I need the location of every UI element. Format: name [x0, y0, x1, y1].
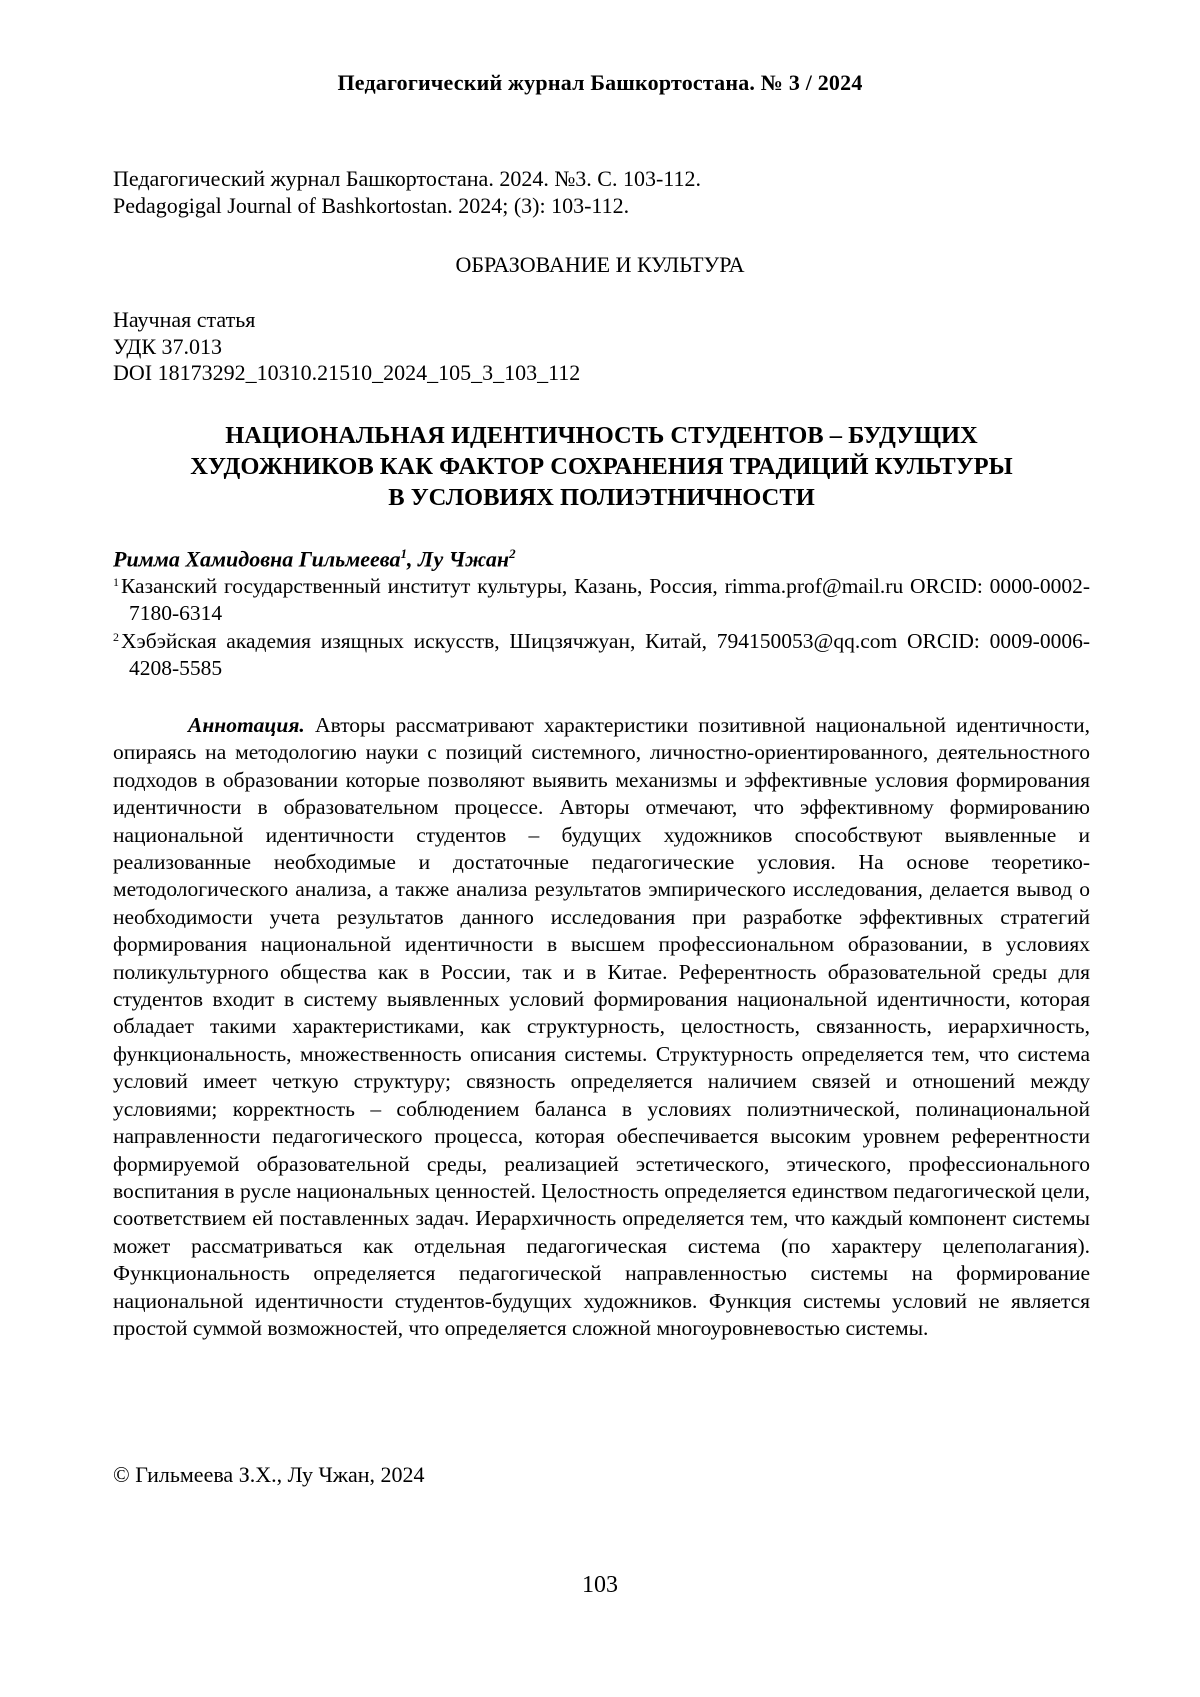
- affiliation-text: Казанский государственный институт культуры, Казань, Россия, rimma.prof@mail.ru ORCID: 0000-0002-7180-6314: [121, 574, 1090, 625]
- abstract-text: Авторы рассматривают характеристики позитивной национальной идентичности, опираясь на методологию науки с позиций системного, личностно-ориентированного, деятельностного подходов в образовании которые позволяют выявить механизмы и эффективные условия формирования идентичности в образовательном процессе. Авторы отмечают, что эффективному формированию национальной идентичности студентов – будущих художников способствуют выявленные и реализованные необходимые и достаточные педагогические условия. На основе теоретико-методологического анализа, а также анализа результатов эмпирического исследования, делается вывод о необходимости учета результатов данного исследования при разработке эффективных стратегий формирования национальной идентичности в высшем профессиональном образовании, в условиях поликультурного общества как в России, так и в Китае. Референтность образовательной среды для студентов входит в систему выявленных условий формирования национальной идентичности, которая обладает такими характеристиками, как структурность, целостность, связанность, иерархичность, функциональность, множественность описания системы. Структурность определяется тем, что система условий имеет четкую структуру; связность определяется наличием связей и отношений между условиями; корректность – соблюдением баланса в условиях полиэтнической, полинациональной направленности педагогического процесса, которая обеспечивается высоким уровнем референтности формируемой образовательной среды, реализацией эстетического, этического, профессионального воспитания в русле национальных ценностей. Целостность определяется единством педагогической цели, соответствием ей поставленных задач. Иерархичность определяется тем, что каждый компонент системы может рассматриваться как отдельная педагогическая система (по характеру целеполагания). Функциональность определяется педагогической направленностью системы на формирование национальной идентичности студентов-будущих художников. Функция системы условий не является простой суммой возможностей, что определяется сложной многоуровневостью системы.: [113, 713, 1090, 1340]
- copyright: © Гильмеева З.Х., Лу Чжан, 2024: [113, 1462, 1090, 1489]
- citation-ru: Педагогический журнал Башкортостана. 2024. №3. С. 103-112.: [113, 166, 1090, 193]
- author-name: Римма Хамидовна Гильмеева: [113, 546, 400, 571]
- author-affil-mark: 2: [509, 546, 516, 561]
- affiliation-2: [113, 624, 1090, 681]
- affiliation-mark: 1: [113, 575, 119, 589]
- affiliation-mark: 2: [113, 630, 119, 644]
- page-number: 103: [0, 1572, 1200, 1599]
- article-meta: [113, 307, 1090, 387]
- article-type: Научная статья: [113, 307, 1090, 334]
- affiliation-text: Хэбэйская академия изящных искусств, Шицзячжуан, Китай, 794150053@qq.com ORCID: 0009-0006-4208-5585: [121, 629, 1090, 680]
- udc-code: УДК 37.013: [113, 334, 1090, 361]
- author-name: Лу Чжан: [418, 546, 509, 571]
- title-line: В УСЛОВИЯХ ПОЛИЭТНИЧНОСТИ: [113, 482, 1090, 513]
- document-page: [0, 0, 1200, 1697]
- section-heading: ОБРАЗОВАНИЕ И КУЛЬТУРА: [0, 252, 1200, 278]
- citation-block: [113, 166, 1090, 219]
- article-title: [113, 420, 1090, 513]
- title-line: НАЦИОНАЛЬНАЯ ИДЕНТИЧНОСТЬ СТУДЕНТОВ – БУДУЩИХ: [113, 420, 1090, 451]
- abstract: [113, 712, 1090, 1342]
- title-line: ХУДОЖНИКОВ КАК ФАКТОР СОХРАНЕНИЯ ТРАДИЦИЙ КУЛЬТУРЫ: [113, 451, 1090, 482]
- citation-en: Pedagogigal Journal of Bashkortostan. 2024; (3): 103-112.: [113, 193, 1090, 220]
- doi: DOI 18173292_10310.21510_2024_105_3_103_112: [113, 360, 1090, 387]
- author-separator: ,: [407, 546, 418, 571]
- author-affil-mark: 1: [400, 546, 407, 561]
- affiliation-1: [113, 569, 1090, 626]
- abstract-label: Аннотация.: [188, 713, 305, 737]
- running-header: Педагогический журнал Башкортостана. № 3 / 2024: [0, 70, 1200, 96]
